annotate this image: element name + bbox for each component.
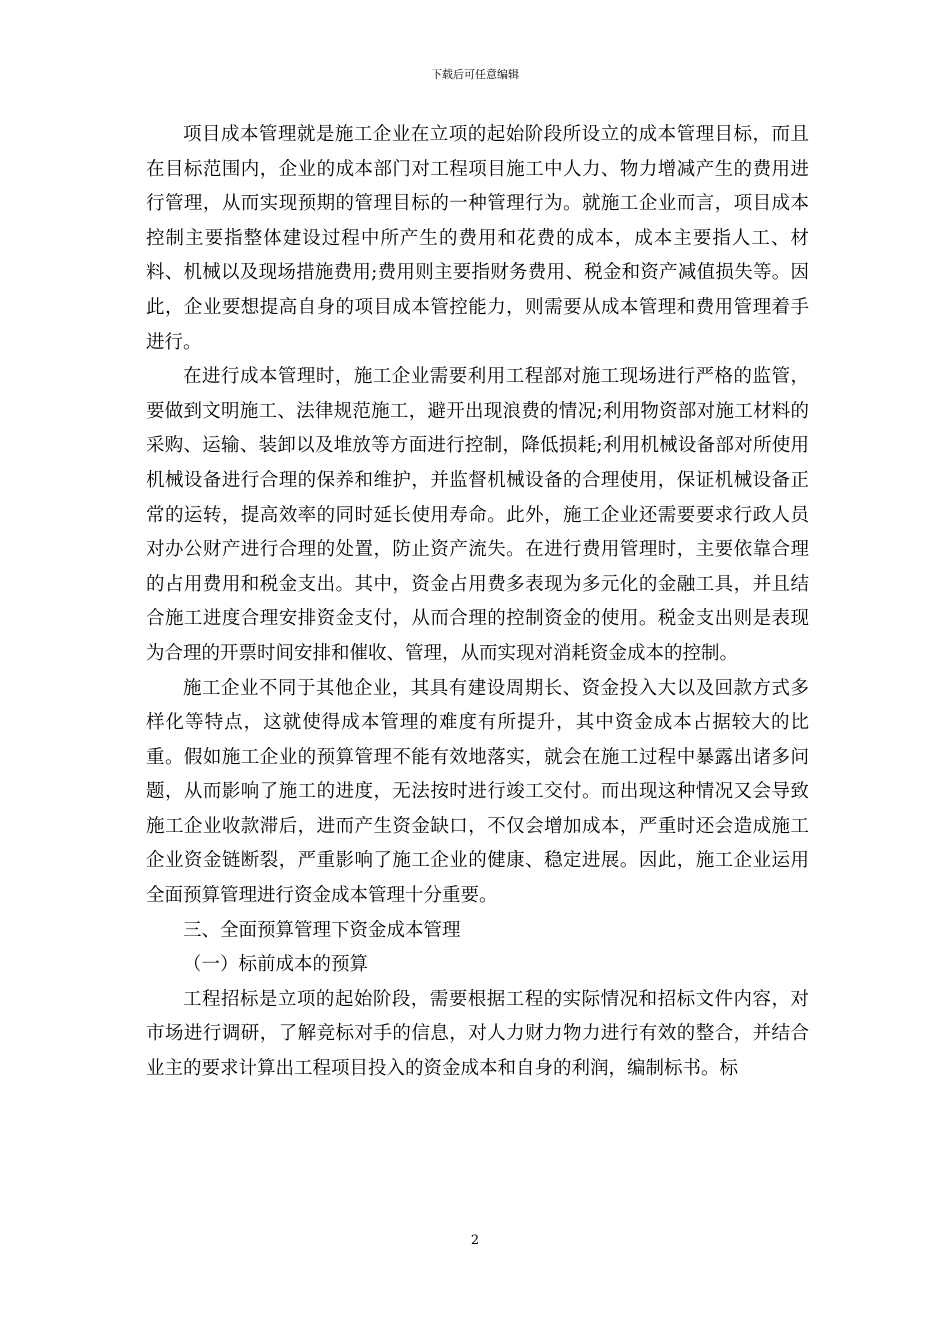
paragraph-2: 在进行成本管理时，施工企业需要利用工程部对施工现场进行严格的监管，要做到文明施工、法律规范施工，避开出现浪费的情况;利用物资部对施工材料的采购、运输、装卸以及堆放等方面进行控制，降低损耗;利用机械设备部对所使用机械设备进行合理的保养和维护，并监督机械设备的合理使用，保证机械设备正常的运转，提高效率的同时延长使用寿命。此外，施工企业还需要要求行政人员对办公财产进行合理的处置，防止资产流失。在进行费用管理时，主要依靠合理的占用费用和税金支出。其中，资金占用费多表现为多元化的金融工具，并且结合施工进度合理安排资金支付，从而合理的控制资金的使用。税金支出则是表现为合理的开票时间安排和催收、管理，从而实现对消耗资金成本的控制。 [146,366,809,664]
paragraph-3: 施工企业不同于其他企业，其具有建设周期长、资金投入大以及回款方式多样化等特点，这就使得成本管理的难度有所提升，其中资金成本占据较大的比重。假如施工企业的预算管理不能有效地落实，就会在施工过程中暴露出诸多问题，从而影响了施工的进度，无法按时进行竣工交付。而出现这种情况又会导致施工企业收款滞后，进而产生资金缺口，不仅会增加成本，严重时还会造成施工企业资金链断裂，严重影响了施工企业的健康、稳定进展。因此，施工企业运用全面预算管理进行资金成本管理十分重要。 [146,677,809,907]
page-header: 下载后可任意编辑 [431,68,519,81]
body-text [146,118,809,1087]
paragraph-4: 工程招标是立项的起始阶段，需要根据工程的实际情况和招标文件内容，对市场进行调研，了解竞标对手的信息，对人力财力物力进行有效的整合，并结合业主的要求计算出工程项目投入的资金成本和自身的利润，编制标书。标 [146,988,809,1080]
section-heading: 三、全面预算管理下资金成本管理 [183,919,461,941]
page-number: 2 [470,1233,480,1248]
paragraph-1: 项目成本管理就是施工企业在立项的起始阶段所设立的成本管理目标，而且在目标范围内，企业的成本部门对工程项目施工中人力、物力增减产生的费用进行管理，从而实现预期的管理目标的一种管理行为。就施工企业而言，项目成本控制主要指整体建设过程中所产生的费用和花费的成本，成本主要指人工、材料、机械以及现场措施费用;费用则主要指财务费用、税金和资产减值损失等。因此，企业要想提高自身的项目成本管控能力，则需要从成本管理和费用管理着手进行。 [146,124,809,353]
subsection-heading: （一）标前成本的预算 [183,954,369,976]
